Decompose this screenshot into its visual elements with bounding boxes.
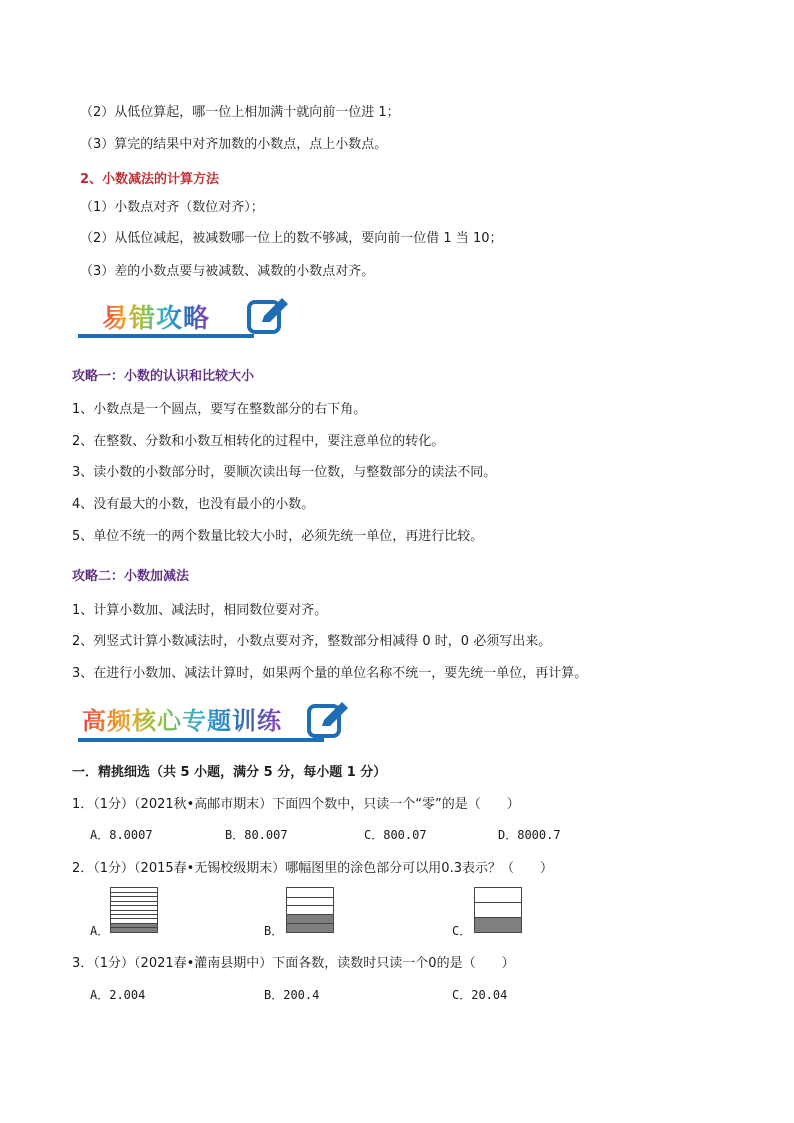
tip2-item: 1、计算小数加、减法时，相同数位要对齐。 (72, 603, 328, 618)
question-2-figure-c[interactable] (474, 887, 522, 933)
subtraction-heading: 2、小数减法的计算方法 (80, 172, 220, 187)
addition-rule-2: （2）从低位算起，哪一位上相加满十就向前一位进 1； (80, 105, 400, 120)
tip1-heading: 攻略一：小数的认识和比较大小 (72, 369, 255, 384)
question-1-option-a[interactable]: A．8.0007 (90, 828, 153, 842)
question-2-option-c[interactable]: C． (452, 924, 472, 938)
banner-underline (78, 334, 254, 338)
tip1-item: 2、在整数、分数和小数互相转化的过程中，要注意单位的转化。 (72, 434, 445, 449)
tip1-item: 5、单位不统一的两个数量比较大小时，必须先统一单位，再进行比较。 (72, 529, 484, 544)
banner-mistake-tips (78, 292, 298, 342)
tip1-item: 4、没有最大的小数，也没有最小的小数。 (72, 497, 315, 512)
question-3-option-a[interactable]: A．2.004 (90, 988, 146, 1002)
tip2-item: 3、在进行小数加、减法计算时，如果两个量的单位名称不统一，要先统一单位，再计算。 (72, 666, 588, 681)
banner-core-training (78, 694, 368, 746)
subtraction-rule-2: （2）从低位减起，被减数哪一位上的数不够减，要向前一位借 1 当 10； (80, 231, 503, 246)
question-2-figure-a[interactable] (110, 887, 158, 933)
addition-rule-3: （3）算完的结果中对齐加数的小数点，点上小数点。 (80, 137, 388, 152)
banner-title: 高频核心专题训练 (82, 701, 282, 736)
question-3-option-c[interactable]: C．20.04 (452, 988, 508, 1002)
tip2-item: 2、列竖式计算小数减法时，小数点要对齐，整数部分相减得 0 时，0 必须写出来。 (72, 634, 552, 649)
question-2-figure-b[interactable] (286, 887, 334, 933)
figure-shaded-area (111, 924, 157, 932)
question-1-stem: 1．（1分）（2021秋•高邮市期末）下面四个数中，只读一个“零”的是（ ） (72, 797, 520, 812)
banner-underline (78, 738, 324, 742)
tip1-item: 3、读小数的小数部分时，要顺次读出每一位数，与整数部分的读法不同。 (72, 465, 497, 480)
question-1-option-b[interactable]: B．80.007 (225, 828, 288, 842)
question-1-option-c[interactable]: C．800.07 (364, 828, 427, 842)
question-2-option-b[interactable]: B． (264, 924, 284, 938)
question-3-option-b[interactable]: B．200.4 (264, 988, 320, 1002)
question-3-stem: 3．（1分）（2021春•灌南县期中）下面各数，读数时只读一个0的是（ ） (72, 956, 515, 971)
question-2-option-a[interactable]: A． (90, 924, 110, 938)
edit-icon (246, 296, 290, 336)
tip1-item: 1、小数点是一个圆点，要写在整数部分的右下角。 (72, 402, 367, 417)
edit-icon (306, 698, 350, 740)
subtraction-rule-1: （1）小数点对齐（数位对齐）； (80, 200, 264, 215)
question-1-option-d[interactable]: D．8000.7 (498, 828, 561, 842)
subtraction-rule-3: （3）差的小数点要与被减数、减数的小数点对齐。 (80, 264, 375, 279)
banner-title: 易错攻略 (102, 298, 210, 335)
exercise-heading: 一．精挑细选（共 5 小题，满分 5 分，每小题 1 分） (72, 765, 387, 780)
question-2-stem: 2．（1分）（2015春•无锡校级期末）哪幅图里的涂色部分可以用0.3表示？（ ） (72, 861, 553, 876)
figure-shaded-area (475, 917, 521, 932)
tip2-heading: 攻略二：小数加减法 (72, 569, 190, 584)
